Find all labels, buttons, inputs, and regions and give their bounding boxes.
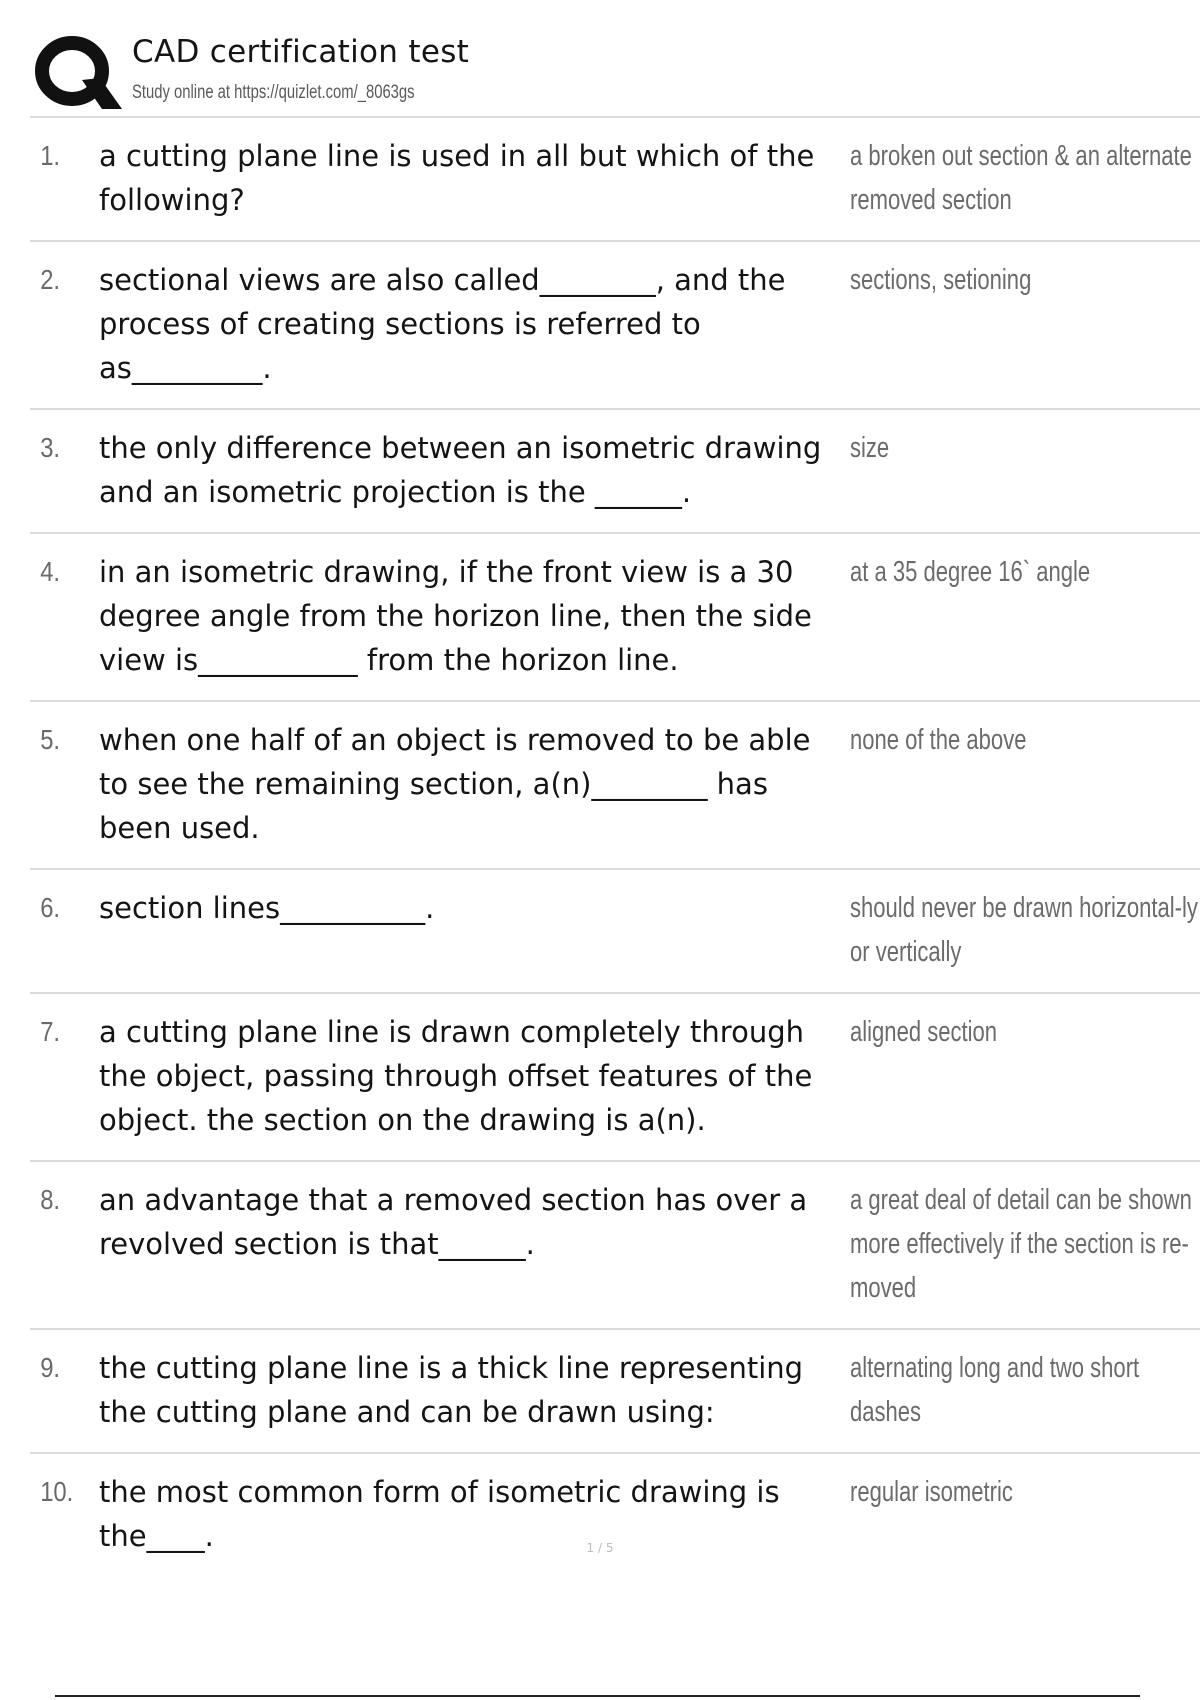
question-row [30, 242, 1200, 410]
page-number: 1 / 5 [586, 1541, 614, 1555]
question-text: the most common form of isometric drawing is the____. [99, 1475, 780, 1553]
answer-label: aligned section [850, 1016, 998, 1048]
question-row [30, 702, 1200, 870]
answer-label: should never be drawn horizontal-ly or vertically [850, 892, 1198, 968]
answer-label: regular isometric [850, 1476, 1013, 1508]
question-row [30, 870, 1200, 994]
question-text: the only difference between an isometric drawing and an isometric projection is the ______. [99, 431, 822, 509]
question-row [30, 1330, 1200, 1454]
question-text: section lines__________. [99, 891, 435, 925]
question-row [30, 118, 1200, 242]
question-text: a cutting plane line is drawn completely through the object, passing through offset features of the object. the section on the drawing is a(n). [99, 1015, 813, 1137]
answer-label: alternating long and two short dashes [850, 1352, 1140, 1428]
answer-label: none of the above [850, 724, 1027, 756]
answer-text [846, 886, 1200, 974]
answer-label: size [850, 432, 890, 464]
answer-text [846, 258, 1200, 390]
answer-text [846, 134, 1200, 222]
question-number: 9. [40, 1352, 61, 1383]
question-text: when one half of an object is removed to be able to see the remaining section, a(n)________ has been used. [99, 723, 811, 845]
answer-text [846, 1010, 1200, 1142]
question-number: 6. [40, 892, 61, 923]
question-text: an advantage that a removed section has over a revolved section is that______. [99, 1183, 808, 1261]
answer-text [846, 1346, 1200, 1434]
question-row [30, 534, 1200, 702]
question-number: 7. [40, 1016, 61, 1047]
question-list [30, 116, 1200, 1576]
question-row [30, 410, 1200, 534]
answer-label: a great deal of detail can be shown more effectively if the section is re-moved [850, 1184, 1192, 1304]
question-number: 2. [40, 264, 61, 295]
question-number: 4. [40, 556, 61, 587]
answer-text [846, 426, 1200, 514]
answer-label: a broken out section & an alternate removed section [850, 140, 1192, 216]
question-text: a cutting plane line is used in all but which of the following? [99, 139, 815, 217]
answer-text [846, 1470, 1200, 1558]
page-title: CAD certification test [132, 34, 470, 70]
quizlet-logo-icon [30, 30, 140, 116]
study-online-link[interactable]: Study online at https://quizlet.com/_8063gs [132, 82, 415, 103]
answer-text [846, 550, 1200, 682]
question-text: in an isometric drawing, if the front view is a 30 degree angle from the horizon line, then the side view is___________ from the horizon line. [99, 555, 812, 677]
question-number: 3. [40, 432, 61, 463]
answer-text [846, 1178, 1200, 1310]
question-text: sectional views are also called________, and the process of creating sections is referred to as_________. [99, 263, 786, 385]
question-number: 5. [40, 724, 61, 755]
page-header [30, 28, 1200, 116]
answer-label: sections, setioning [850, 264, 1032, 296]
answer-label: at a 35 degree 16` angle [850, 556, 1091, 588]
answer-text [846, 718, 1200, 850]
question-row [30, 1454, 1200, 1576]
question-row [30, 1162, 1200, 1330]
question-number: 1. [40, 140, 61, 171]
question-text: the cutting plane line is a thick line representing the cutting plane and can be drawn using: [99, 1351, 804, 1429]
question-number: 10. [40, 1476, 74, 1507]
question-number: 8. [40, 1184, 61, 1215]
footer-divider [55, 1695, 1140, 1697]
question-row [30, 994, 1200, 1162]
